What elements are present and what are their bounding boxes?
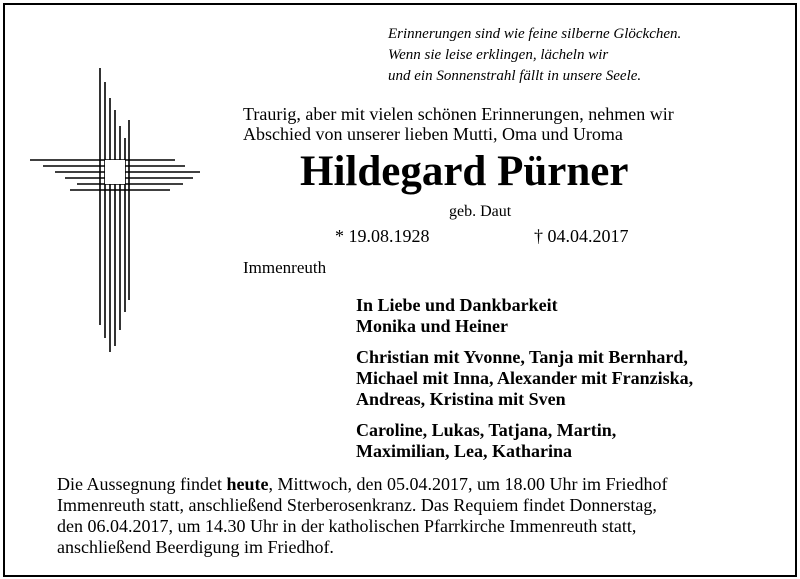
birth-name: geb. Daut — [449, 203, 512, 220]
mourner-line: Maximilian, Lea, Katharina — [356, 441, 572, 461]
death-date: † 04.04.2017 — [534, 226, 629, 246]
mourner-group-children — [356, 295, 693, 337]
notice-line: Immenreuth statt, anschließend Sterberosenkranz. Das Requiem findet Donnerstag, — [57, 495, 657, 515]
place: Immenreuth — [243, 258, 327, 277]
mourner-line: Andreas, Kristina mit Sven — [356, 389, 566, 409]
mourner-line: Michael mit Inna, Alexander mit Franziska, — [356, 368, 694, 388]
mourner-group-great-grandchildren — [356, 420, 693, 462]
intro-text — [243, 104, 674, 144]
funeral-notice — [57, 474, 667, 558]
mourner-line: In Liebe und Dankbarkeit — [356, 295, 558, 315]
poem-line: Erinnerungen sind wie feine silberne Glöckchen. — [388, 26, 682, 42]
mourner-line: Caroline, Lukas, Tatjana, Martin, — [356, 420, 617, 440]
poem-line: und ein Sonnenstrahl fällt in unsere Seele. — [388, 68, 642, 84]
cross-icon — [25, 60, 215, 360]
intro-line: Traurig, aber mit vielen schönen Erinnerungen, nehmen wir — [243, 104, 674, 124]
birth-date: * 19.08.1928 — [335, 226, 430, 246]
notice-text: Die Aussegnung findet — [57, 474, 227, 494]
mourner-line: Monika und Heiner — [356, 316, 509, 336]
notice-text: , Mittwoch, den 05.04.2017, um 18.00 Uhr im Friedhof — [268, 474, 668, 494]
intro-line: Abschied von unserer lieben Mutti, Oma und Uroma — [243, 124, 623, 144]
poem — [388, 24, 681, 87]
notice-line: anschließend Beerdigung im Friedhof. — [57, 537, 334, 557]
notice-line: den 06.04.2017, um 14.30 Uhr in der katholischen Pfarrkirche Immenreuth statt, — [57, 516, 637, 536]
mourner-group-grandchildren — [356, 347, 693, 410]
deceased-name: Hildegard Pürner — [300, 148, 629, 195]
notice-line — [57, 474, 667, 495]
mourner-line: Christian mit Yvonne, Tanja mit Bernhard, — [356, 347, 688, 367]
poem-line: Wenn sie leise erklingen, lächeln wir — [388, 47, 609, 63]
notice-emphasis: heute — [226, 474, 269, 494]
mourners — [356, 295, 693, 472]
